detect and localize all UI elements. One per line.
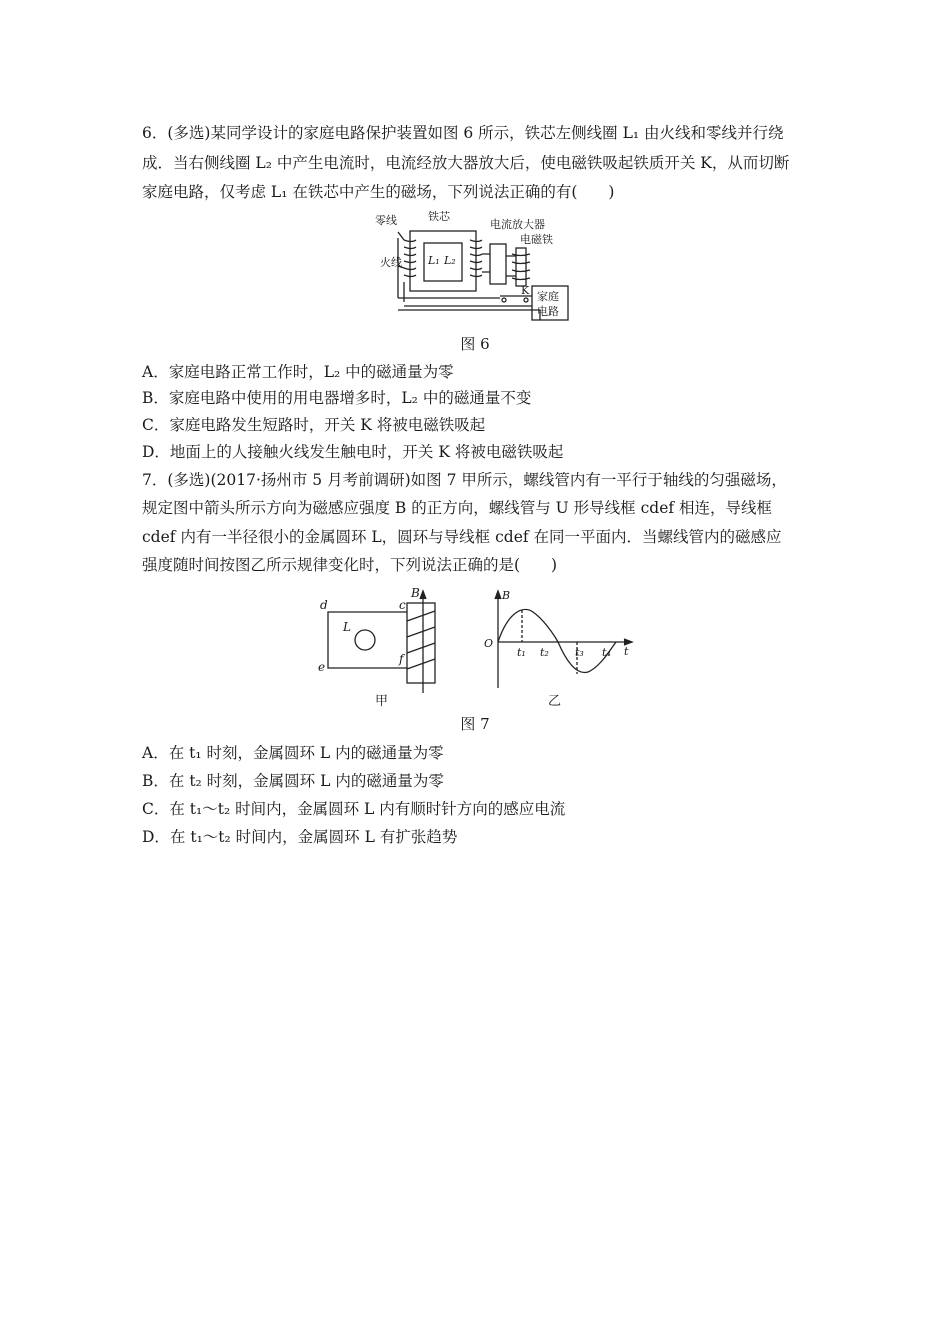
solenoid	[407, 603, 435, 683]
sub-caption-b: 乙	[548, 694, 562, 709]
q7-line-2: 规定图中箭头所示方向为磁感应强度 B 的正方向，螺线管与 U 形导线框 cdef 相连，导线框	[142, 499, 773, 517]
q6-option-a: A．家庭电路正常工作时，L₂ 中的磁通量为零	[142, 363, 454, 381]
q6-option-d: D．地面上的人接触火线发生触电时，开关 K 将被电磁铁吸起	[142, 443, 564, 461]
label-live: 火线	[380, 256, 402, 269]
q6-line-1: 6．(多选)某同学设计的家庭电路保护装置如图 6 所示，铁芯左侧线圈 L₁ 由火线和零线并行绕	[142, 124, 784, 142]
figure-6-caption: 图 6	[460, 335, 490, 353]
label-core: 铁芯	[428, 210, 450, 223]
label-t4: t₄	[602, 646, 611, 659]
figure-7a-frame	[315, 585, 465, 710]
label-t1: t₁	[517, 646, 526, 659]
label-L: L	[343, 620, 351, 634]
q7-option-d: D．在 t₁～t₂ 时间内，金属圆环 L 有扩张趋势	[142, 828, 458, 846]
figure-7b-graph	[478, 585, 638, 710]
figure-7-caption: 图 7	[460, 715, 490, 733]
label-amplifier: 电流放大器	[490, 218, 545, 231]
q7-option-c: C．在 t₁～t₂ 时间内，金属圆环 L 内有顺时针方向的感应电流	[142, 800, 566, 818]
q7-option-b: B．在 t₂ 时刻，金属圆环 L 内的磁通量为零	[142, 772, 444, 790]
label-B-axis: B	[502, 589, 511, 602]
q7-line-3: cdef 内有一半径很小的金属圆环 L，圆环与导线框 cdef 在同一平面内．当螺线管内的磁感应	[142, 528, 782, 546]
label-electromagnet: 电磁铁	[520, 233, 553, 246]
label-neutral: 零线	[375, 214, 397, 227]
q6-option-c: C．家庭电路发生短路时，开关 K 将被电磁铁吸起	[142, 416, 486, 434]
label-f: f	[399, 652, 404, 666]
iron-core	[410, 231, 476, 291]
label-c: c	[399, 598, 406, 612]
label-t3: t₃	[575, 646, 584, 659]
metal-ring	[355, 630, 375, 650]
label-origin: O	[484, 637, 494, 650]
q6-line-2: 成．当右侧线圈 L₂ 中产生电流时，电流经放大器放大后，使电磁铁吸起铁质开关 K，从而切断	[142, 154, 790, 172]
sub-caption-a: 甲	[375, 694, 389, 709]
q6-line-3: 家庭电路，仅考虑 L₁ 在铁芯中产生的磁场，下列说法正确的有( )	[142, 183, 615, 201]
label-d: d	[320, 598, 328, 612]
label-L1: L₁	[428, 254, 440, 267]
q7-line-1: 7．(多选)(2017·扬州市 5 月考前调研)如图 7 甲所示，螺线管内有一平行于轴线的匀强磁场，	[142, 471, 787, 489]
label-home-2: 电路	[537, 305, 559, 318]
label-B-solenoid: B	[411, 586, 420, 600]
label-t2: t₂	[540, 646, 549, 659]
q7-option-a: A．在 t₁ 时刻，金属圆环 L 内的磁通量为零	[142, 744, 444, 762]
q6-option-b: B．家庭电路中使用的用电器增多时，L₂ 中的磁通量不变	[142, 389, 532, 407]
b-t-curve	[498, 610, 616, 673]
label-t: t	[624, 645, 629, 658]
label-L2: L₂	[444, 254, 456, 267]
amplifier	[490, 244, 506, 284]
label-home-1: 家庭	[537, 290, 559, 303]
label-e: e	[318, 660, 326, 674]
q7-line-4: 强度随时间按图乙所示规律变化时，下列说法正确的是( )	[142, 556, 558, 574]
label-K: K	[521, 284, 530, 297]
figure-6-circuit	[370, 210, 580, 325]
